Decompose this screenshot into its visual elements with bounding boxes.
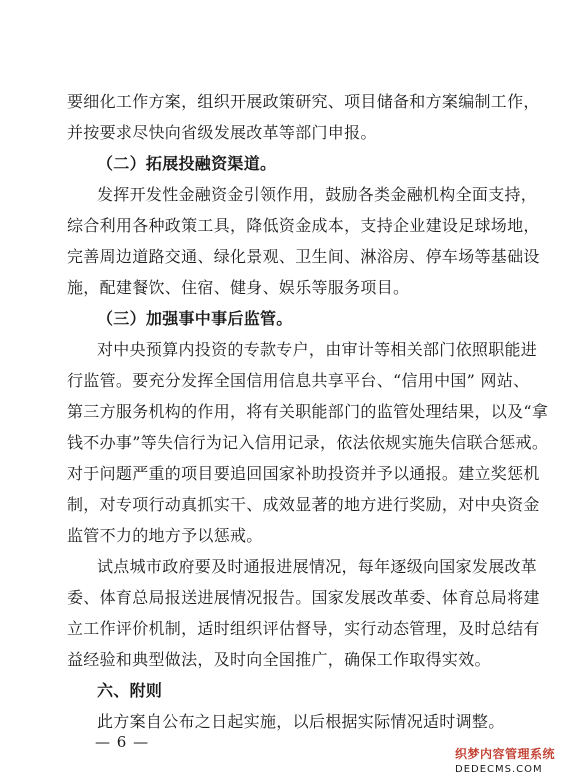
- body-line: 钱不办事”等失信行为记入信用记录，依法依规实施失信联合惩戒。: [67, 433, 549, 452]
- body-line: 对于问题严重的项目要追回国家补助投资并予以通报。建立奖惩机: [67, 464, 540, 483]
- body-line: 此方案自公布之日起实施，以后根据实际情况适时调整。: [97, 712, 505, 731]
- body-line: 施，配建餐饮、住宿、健身、娱乐等服务项目。: [67, 278, 410, 297]
- body-line: 并按要求尽快向省级发展改革等部门申报。: [67, 123, 377, 142]
- section-heading: （二）拓展投融资渠道。: [97, 154, 277, 173]
- body-line: 行监管。要充分发挥全国信用信息共享平台、“信用中国” 网站、: [67, 371, 530, 390]
- body-line: 完善周边道路交通、绿化景观、卫生间、淋浴房、停车场等基础设: [67, 247, 540, 266]
- body-line: 委、体育总局报送进展情况报告。国家发展改革委、体育总局将建: [67, 588, 540, 607]
- watermark-domain: DEDECMS.COM: [455, 764, 543, 775]
- body-line: 监管不力的地方予以惩戒。: [67, 526, 263, 545]
- body-line: 发挥开发性金融资金引领作用，鼓励各类金融机构全面支持，: [97, 185, 538, 204]
- page-number: — 6 —: [95, 733, 150, 751]
- body-line: 要细化工作方案，组织开展政策研究、项目储备和方案编制工作，: [67, 92, 540, 111]
- body-line: 立工作评价机制，适时组织评估督导，实行动态管理，及时总结有: [67, 619, 540, 638]
- watermark-title: 织梦内容管理系统: [455, 747, 556, 761]
- body-line: 对中央预算内投资的专款专户，由审计等相关部门依照职能进: [97, 340, 538, 359]
- watermark: [455, 745, 565, 775]
- section-heading: 六、附则: [97, 681, 163, 700]
- body-line: 益经验和典型做法，及时向全国推广，确保工作取得实效。: [67, 650, 491, 669]
- body-line: 试点城市政府要及时通报进展情况，每年逐级向国家发展改革: [97, 557, 538, 576]
- section-heading: （三）加强事中事后监管。: [97, 309, 293, 328]
- body-line: 制，对专项行动真抓实干、成效显著的地方进行奖励，对中央资金: [67, 495, 540, 514]
- body-line: 第三方服务机构的作用，将有关职能部门的监管处理结果，以及“拿: [67, 402, 549, 421]
- body-line: 综合利用各种政策工具，降低资金成本，支持企业建设足球场地，: [67, 216, 540, 235]
